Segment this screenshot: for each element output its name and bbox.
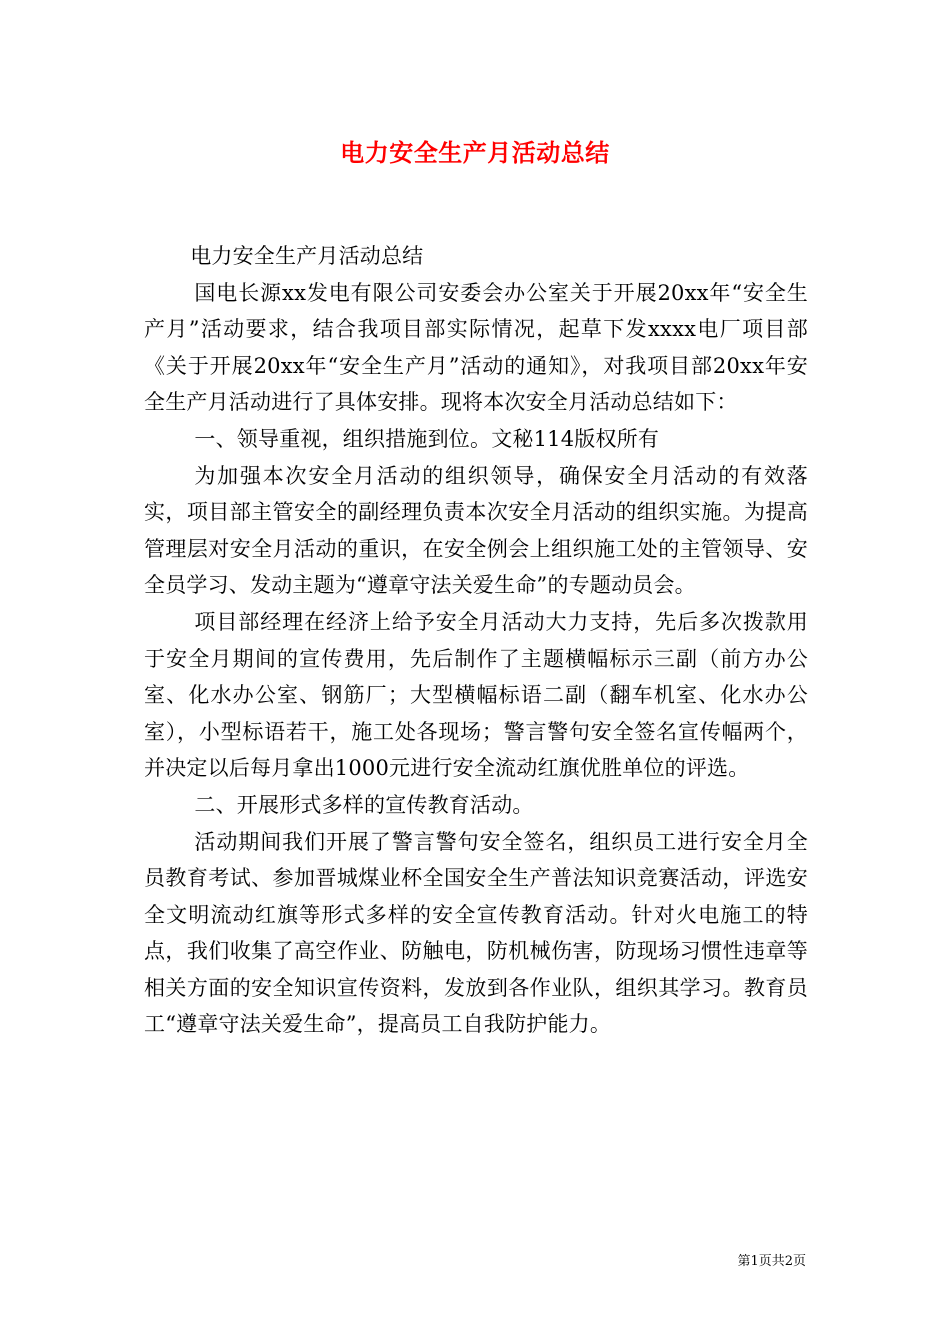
section-heading-1: 一、领导重视，组织措施到位。文秘114版权所有 — [194, 426, 660, 451]
section-heading-2: 二、开展形式多样的宣传教育活动。 — [194, 792, 534, 817]
document-title: 电力安全生产月活动总结 — [340, 138, 610, 167]
document-body — [144, 238, 808, 1043]
paragraph-activities: 活动期间我们开展了警言警句安全签名，组织员工进行安全月全员教育考试、参加晋城煤业杯全国安全生产普法知识竞赛活动，评选安全文明流动红旗等形式多样的安全宣传教育活动。针对火电施工的特点，我们收集了高空作业、防触电，防机械伤害，防现场习惯性违章等相关方面的安全知识宣传资料，发放到各作业队，组织其学习。教育员工“遵章守法关爱生命”，提高员工自我防护能力。 — [144, 829, 808, 1037]
document-subtitle: 电力安全生产月活动总结 — [190, 244, 424, 268]
page-indicator: 第1页共2页 — [737, 1254, 806, 1269]
paragraph-intro: 国电长源xx发电有限公司安委会办公室关于开展20xx年“安全生产月”活动要求，结合我项目部实际情况，起草下发xxxx电厂项目部《关于开展20xx年“安全生产月”活动的通知》，对我项目部20xx年安全生产月活动进行了具体安排。现将本次安全月活动总结如下： — [144, 280, 808, 415]
paragraph-funding: 项目部经理在经济上给予安全月活动大力支持，先后多次拨款用于安全月期间的宣传费用，先后制作了主题横幅标示三副（前方办公室、化水办公室、钢筋厂；大型横幅标语二副（翻车机室、化水办公室），小型标语若干，施工处各现场；警言警句安全签名宣传幅两个，并决定以后每月拿出1000元进行安全流动红旗优胜单位的评选。 — [144, 609, 808, 781]
paragraph-organization: 为加强本次安全月活动的组织领导，确保安全月活动的有效落实，项目部主管安全的副经理负责本次安全月活动的组织实施。为提高管理层对安全月活动的重识，在安全例会上组织施工处的主管领导、安全员学习、发动主题为“遵章守法关爱生命”的专题动员会。 — [144, 463, 808, 598]
